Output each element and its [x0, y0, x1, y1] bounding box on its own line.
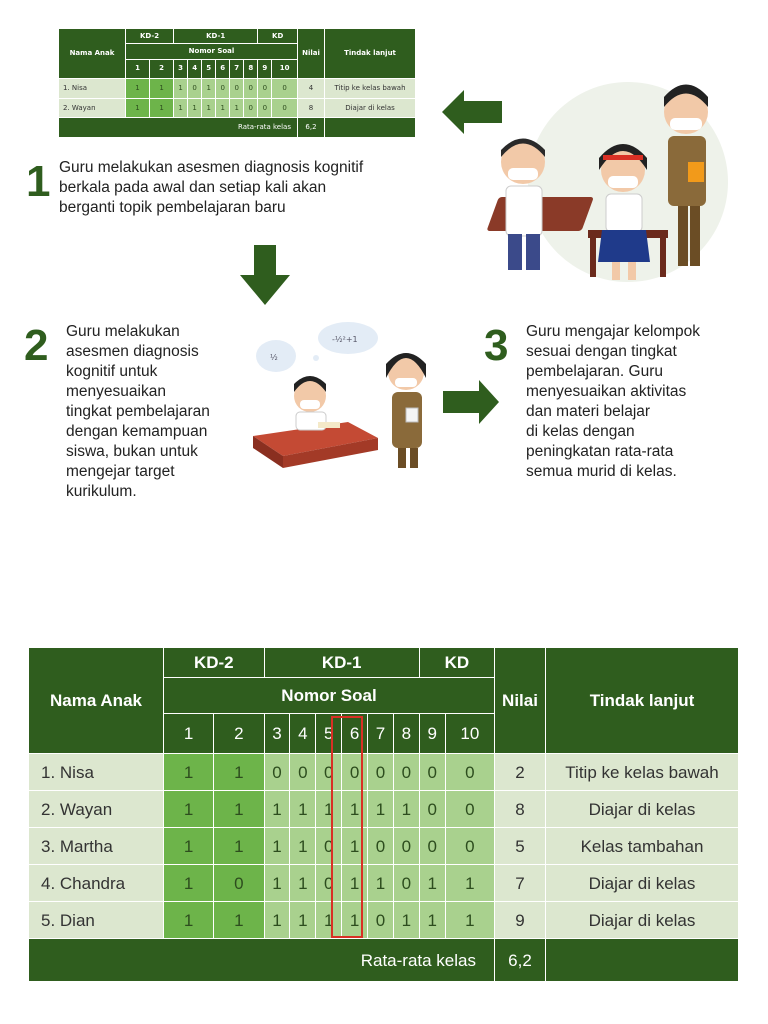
score-cell: 1 — [368, 791, 394, 828]
score-cell: 0 — [290, 754, 316, 791]
score-cell: 1 — [342, 865, 368, 902]
small-qnum: 7 — [230, 59, 244, 79]
arrow-down-icon — [240, 245, 290, 305]
score-cell: 0 — [368, 902, 394, 939]
score-cell: 1 — [164, 828, 214, 865]
score-cell: 1 — [174, 98, 188, 118]
big-qnum: 8 — [393, 714, 419, 754]
big-assessment-table — [28, 647, 739, 982]
score-cell: 1 — [290, 902, 316, 939]
footer-empty — [546, 939, 739, 982]
score-cell: 0 — [445, 828, 494, 865]
footer-value: 6,2 — [495, 939, 546, 982]
nilai-cell: 7 — [495, 865, 546, 902]
big-header-tindak: Tindak lanjut — [546, 648, 739, 754]
score-cell: 0 — [244, 98, 258, 118]
small-qnum: 8 — [244, 59, 258, 79]
footer-empty — [325, 118, 416, 138]
step-2-text: Guru melakukan asesmen diagnosis kognitif untuk menyesuaikan tingkat pembelajaran dengan kemampuan siswa, bukan untuk mengejar target kurikulum. — [66, 323, 210, 500]
score-cell: 0 — [258, 98, 272, 118]
score-cell: 1 — [419, 865, 445, 902]
score-cell: 0 — [419, 791, 445, 828]
small-qnum: 9 — [258, 59, 272, 79]
big-header-kd: KD — [419, 648, 494, 678]
score-cell: 1 — [164, 902, 214, 939]
student-name: 1. Nisa — [59, 79, 126, 99]
score-cell: 1 — [445, 902, 494, 939]
score-cell: 0 — [316, 828, 342, 865]
big-qnum: 9 — [419, 714, 445, 754]
step-1-text: Guru melakukan asesmen diagnosis kognitif berkala pada awal dan setiap kali akan berganti topik pembelajaran baru — [59, 159, 364, 216]
small-qnum: 6 — [216, 59, 230, 79]
score-cell: 1 — [214, 902, 264, 939]
big-header-nomor-soal: Nomor Soal — [164, 678, 495, 714]
score-cell: 1 — [188, 98, 202, 118]
score-cell: 0 — [230, 79, 244, 99]
score-cell: 1 — [264, 828, 290, 865]
score-cell: 0 — [272, 79, 298, 99]
small-qnum: 10 — [272, 59, 298, 79]
score-cell: 1 — [445, 865, 494, 902]
score-cell: 0 — [342, 754, 368, 791]
nilai-cell: 5 — [495, 828, 546, 865]
score-cell: 1 — [216, 98, 230, 118]
score-cell: 0 — [214, 865, 264, 902]
small-header-tindak: Tindak lanjut — [325, 29, 416, 79]
nilai-cell: 2 — [495, 754, 546, 791]
small-header-nama: Nama Anak — [59, 29, 126, 79]
footer-label: Rata-rata kelas — [59, 118, 298, 138]
svg-text:½: ½ — [270, 353, 278, 362]
big-qnum: 6 — [342, 714, 368, 754]
student-name: 3. Martha — [29, 828, 164, 865]
bubble-text: -½²+1 — [332, 335, 358, 344]
small-header-kd1: KD-1 — [174, 29, 258, 44]
big-header-nama: Nama Anak — [29, 648, 164, 754]
footer-label: Rata-rata kelas — [29, 939, 495, 982]
nilai-cell: 8 — [298, 98, 325, 118]
small-header-kd: KD — [258, 29, 298, 44]
table-row — [29, 791, 739, 828]
small-qnum: 1 — [126, 59, 150, 79]
table-row — [29, 865, 739, 902]
score-cell: 1 — [342, 902, 368, 939]
score-cell: 0 — [216, 79, 230, 99]
footer-value: 6,2 — [298, 118, 325, 138]
big-header-nilai: Nilai — [495, 648, 546, 754]
score-cell: 0 — [445, 754, 494, 791]
big-header-kd2: KD-2 — [164, 648, 265, 678]
score-cell: 1 — [393, 902, 419, 939]
score-cell: 1 — [368, 865, 394, 902]
score-cell: 1 — [264, 791, 290, 828]
table-row — [59, 79, 416, 99]
tindak-cell: Diajar di kelas — [546, 791, 739, 828]
score-cell: 1 — [150, 79, 174, 99]
score-cell: 1 — [290, 865, 316, 902]
tindak-cell: Diajar di kelas — [325, 98, 416, 118]
student-name: 1. Nisa — [29, 754, 164, 791]
tindak-cell: Diajar di kelas — [546, 865, 739, 902]
score-cell: 1 — [393, 791, 419, 828]
score-cell: 1 — [342, 828, 368, 865]
score-cell: 1 — [214, 754, 264, 791]
big-qnum: 5 — [316, 714, 342, 754]
big-qnum: 7 — [368, 714, 394, 754]
score-cell: 0 — [419, 828, 445, 865]
score-cell: 1 — [164, 865, 214, 902]
score-cell: 1 — [264, 902, 290, 939]
assessment-illustration — [248, 318, 438, 478]
big-qnum: 4 — [290, 714, 316, 754]
small-assessment-table — [58, 28, 416, 138]
small-qnum: 2 — [150, 59, 174, 79]
score-cell: 0 — [244, 79, 258, 99]
student-name: 2. Wayan — [59, 98, 126, 118]
tindak-cell: Kelas tambahan — [546, 828, 739, 865]
student-name: 2. Wayan — [29, 791, 164, 828]
score-cell: 1 — [316, 791, 342, 828]
table-row — [29, 902, 739, 939]
score-cell: 0 — [264, 754, 290, 791]
nilai-cell: 8 — [495, 791, 546, 828]
score-cell: 0 — [393, 828, 419, 865]
nilai-cell: 4 — [298, 79, 325, 99]
step-2-number: 2 — [24, 321, 49, 370]
student-name: 4. Chandra — [29, 865, 164, 902]
score-cell: 0 — [188, 79, 202, 99]
classroom-illustration — [478, 62, 738, 292]
score-cell: 1 — [150, 98, 174, 118]
score-cell: 1 — [316, 902, 342, 939]
table-row — [29, 828, 739, 865]
big-header-kd1: KD-1 — [264, 648, 419, 678]
score-cell: 1 — [202, 98, 216, 118]
tindak-cell: Titip ke kelas bawah — [325, 79, 416, 99]
step-1-number: 1 — [26, 157, 51, 206]
score-cell: 1 — [174, 79, 188, 99]
score-cell: 1 — [342, 791, 368, 828]
score-cell: 1 — [264, 865, 290, 902]
score-cell: 1 — [214, 828, 264, 865]
table-footer-row — [59, 118, 416, 138]
table-footer-row — [29, 939, 739, 982]
table-row — [29, 754, 739, 791]
score-cell: 1 — [126, 79, 150, 99]
big-qnum: 1 — [164, 714, 214, 754]
score-cell: 1 — [202, 79, 216, 99]
score-cell: 0 — [368, 754, 394, 791]
score-cell: 1 — [290, 791, 316, 828]
score-cell: 1 — [290, 828, 316, 865]
step-3-text: Guru mengajar kelompok sesuai dengan tingkat pembelajaran. Guru menyesuaikan aktivitas dan materi belajar di kelas dengan peningkatan rata-rata semua murid di kelas. — [526, 323, 701, 480]
tindak-cell: Diajar di kelas — [546, 902, 739, 939]
score-cell: 0 — [258, 79, 272, 99]
score-cell: 0 — [368, 828, 394, 865]
small-header-kd2: KD-2 — [126, 29, 174, 44]
score-cell: 1 — [164, 791, 214, 828]
small-header-nomor-soal: Nomor Soal — [126, 44, 298, 59]
big-qnum: 3 — [264, 714, 290, 754]
score-cell: 1 — [126, 98, 150, 118]
score-cell: 0 — [445, 791, 494, 828]
score-cell: 1 — [419, 902, 445, 939]
arrow-right-icon — [443, 380, 499, 424]
big-qnum: 10 — [445, 714, 494, 754]
big-qnum: 2 — [214, 714, 264, 754]
score-cell: 0 — [316, 754, 342, 791]
score-cell: 0 — [393, 754, 419, 791]
small-header-nilai: Nilai — [298, 29, 325, 79]
score-cell: 0 — [419, 754, 445, 791]
table-row — [59, 98, 416, 118]
score-cell: 1 — [164, 754, 214, 791]
step-3-number: 3 — [484, 321, 509, 370]
tindak-cell: Titip ke kelas bawah — [546, 754, 739, 791]
small-qnum: 5 — [202, 59, 216, 79]
small-qnum: 3 — [174, 59, 188, 79]
score-cell: 0 — [272, 98, 298, 118]
score-cell: 0 — [316, 865, 342, 902]
score-cell: 0 — [393, 865, 419, 902]
score-cell: 1 — [230, 98, 244, 118]
student-name: 5. Dian — [29, 902, 164, 939]
nilai-cell: 9 — [495, 902, 546, 939]
small-qnum: 4 — [188, 59, 202, 79]
score-cell: 1 — [214, 791, 264, 828]
